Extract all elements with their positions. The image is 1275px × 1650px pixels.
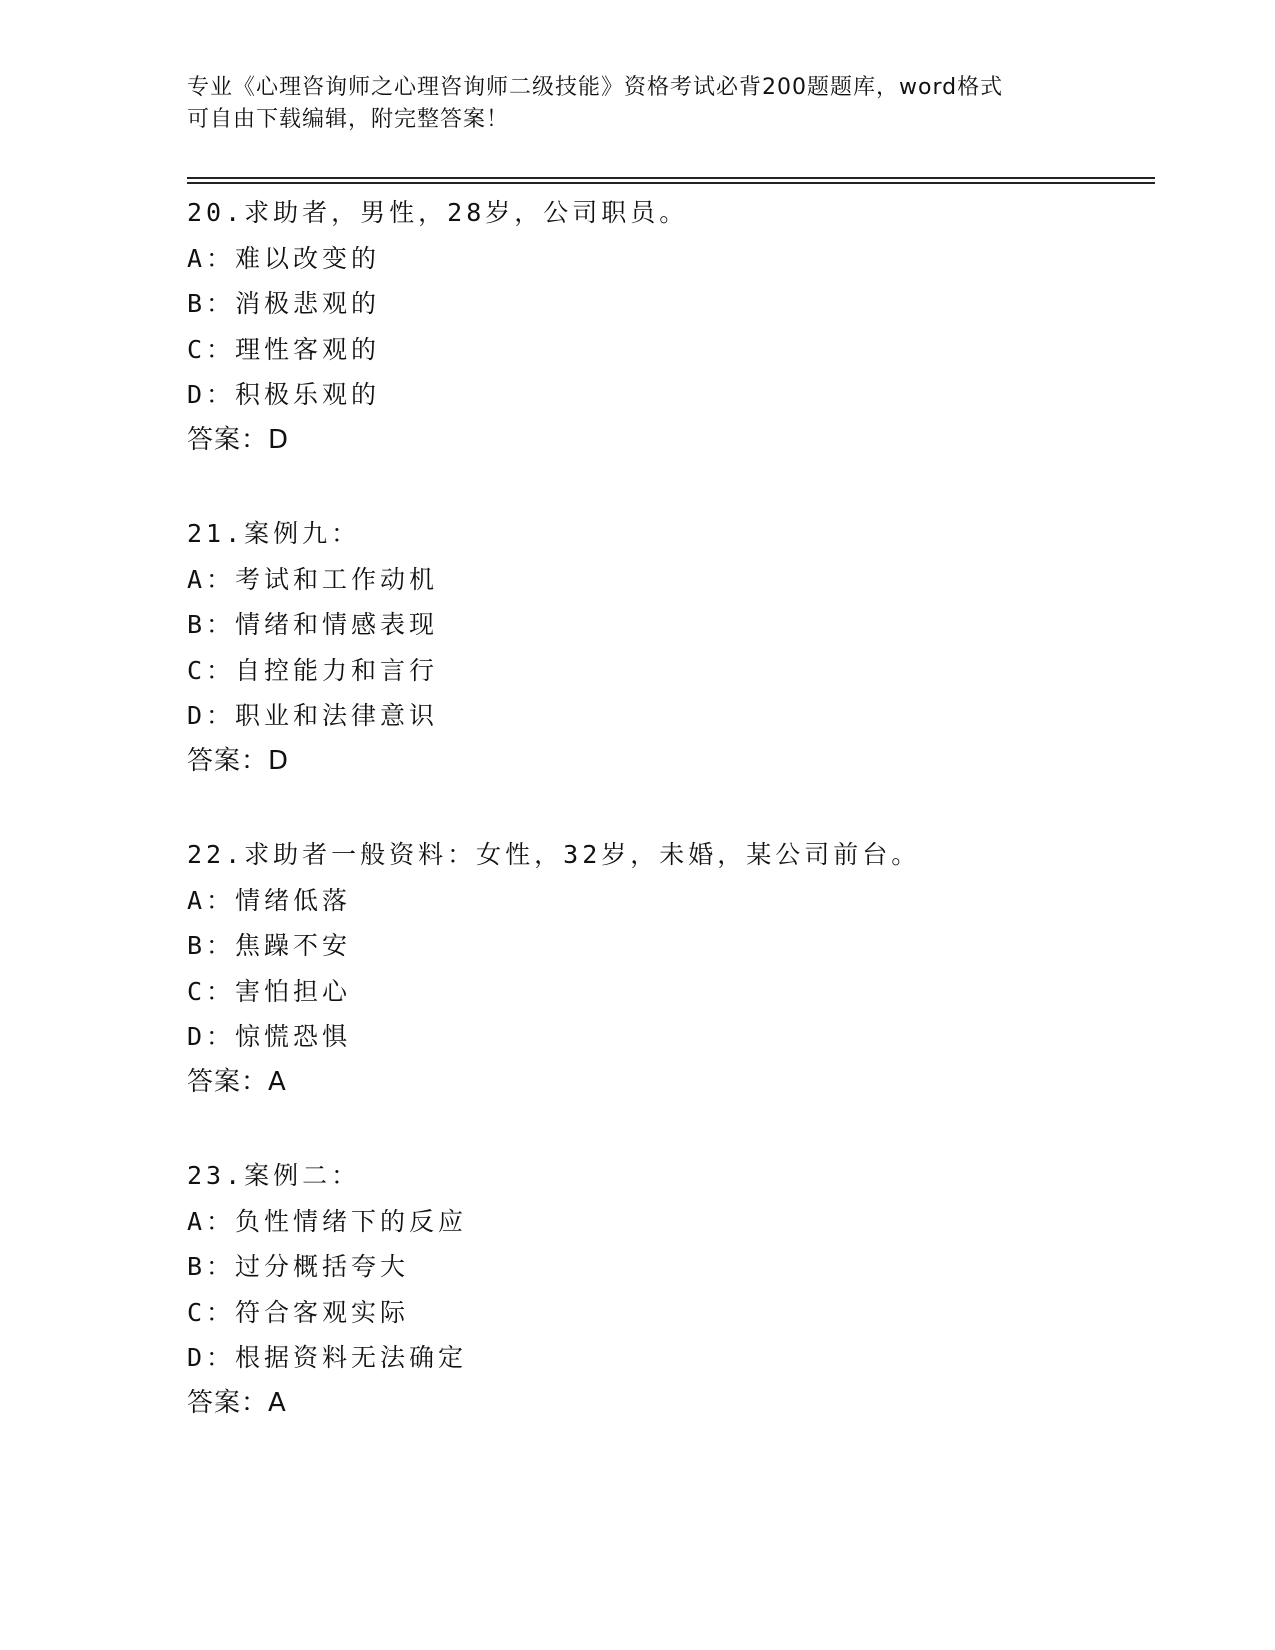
- option-c: C：害怕担心: [187, 976, 352, 1006]
- document-header: [187, 72, 1087, 136]
- option-a: A：考试和工作动机: [187, 564, 439, 594]
- answer-label: 答案：D: [187, 424, 290, 455]
- question-block: [187, 190, 1155, 511]
- answer-label: 答案：D: [187, 745, 290, 776]
- question-stem: 20.求助者，男性，28岁，公司职员。: [187, 198, 689, 227]
- header-divider-top: [187, 177, 1155, 179]
- option-c: C：自控能力和言行: [187, 655, 439, 685]
- option-c: C：理性客观的: [187, 334, 381, 364]
- option-d: D：积极乐观的: [187, 380, 381, 409]
- question-stem: 23.案例二：: [187, 1161, 361, 1190]
- option-a: A：情绪低落: [187, 885, 352, 915]
- option-d: D：根据资料无法确定: [187, 1343, 468, 1372]
- question-block: [187, 1153, 1155, 1474]
- question-list: [187, 190, 1155, 1474]
- option-a: A：负性情绪下的反应: [187, 1206, 468, 1236]
- question-stem: 22.求助者一般资料：女性，32岁，未婚，某公司前台。: [187, 840, 921, 869]
- option-b: B：情绪和情感表现: [187, 610, 439, 639]
- answer-label: 答案：A: [187, 1387, 287, 1418]
- option-d: D：惊慌恐惧: [187, 1022, 352, 1051]
- option-c: C：符合客观实际: [187, 1297, 410, 1327]
- option-b: B：焦躁不安: [187, 931, 352, 960]
- header-title-line-1: 专业《心理咨询师之心理咨询师二级技能》资格考试必背200题题库，word格式: [187, 75, 1004, 100]
- option-b: B：消极悲观的: [187, 289, 381, 318]
- option-b: B：过分概括夸大: [187, 1252, 410, 1281]
- answer-label: 答案：A: [187, 1066, 287, 1097]
- question-block: [187, 511, 1155, 832]
- question-block: [187, 832, 1155, 1153]
- header-title-line-2: 可自由下载编辑，附完整答案！: [187, 107, 510, 132]
- option-d: D：职业和法律意识: [187, 701, 439, 730]
- question-stem: 21.案例九：: [187, 519, 361, 548]
- header-divider-bottom: [187, 182, 1155, 184]
- option-a: A：难以改变的: [187, 243, 381, 273]
